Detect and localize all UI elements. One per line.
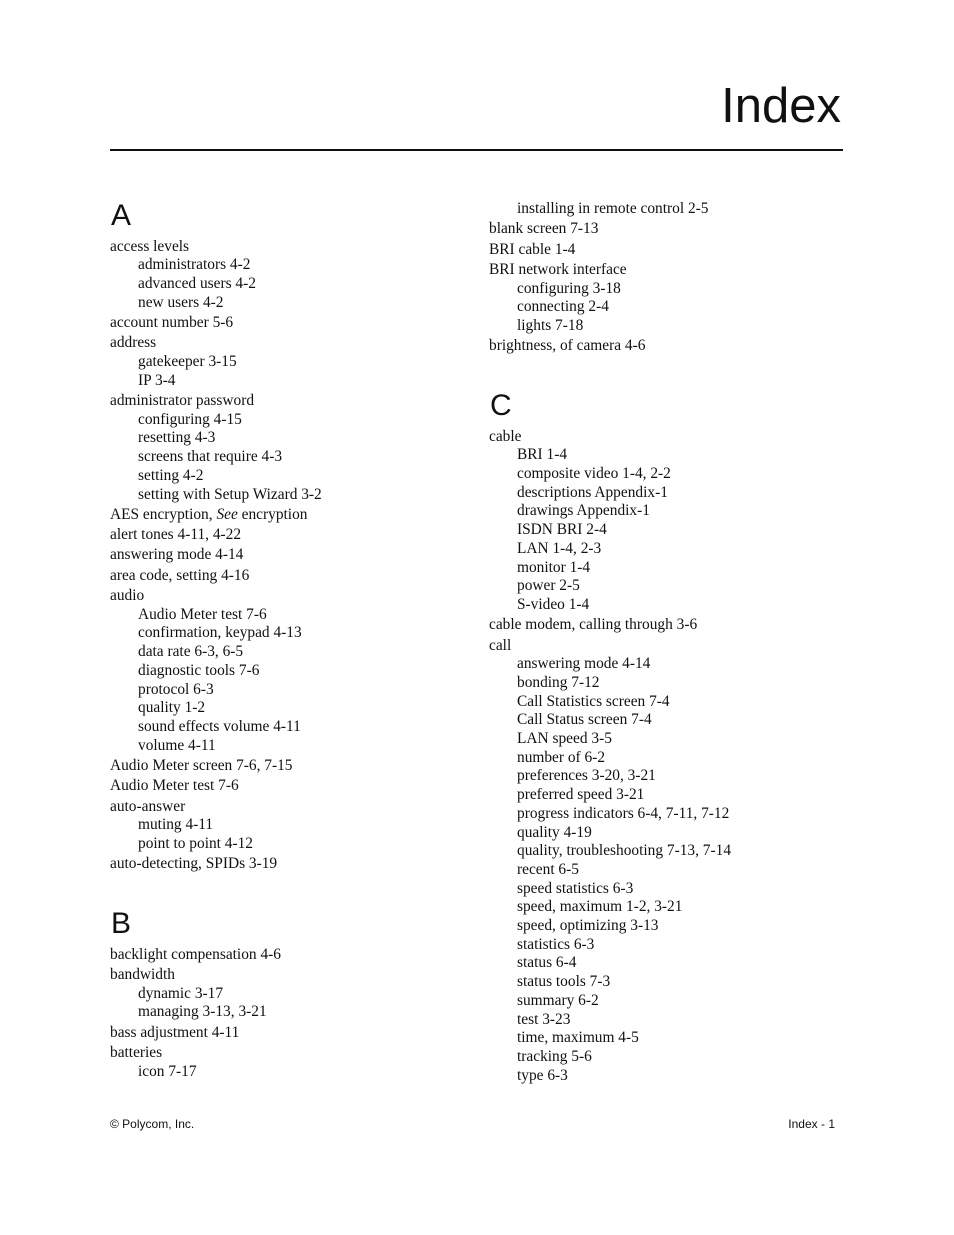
index-subentry: answering mode 4-14: [517, 655, 651, 673]
index-subentry: power 2-5: [517, 577, 580, 595]
index-subentry: configuring 3-18: [517, 279, 621, 297]
index-subentry: status 6-4: [517, 954, 577, 972]
index-subentry: IP 3-4: [138, 371, 176, 389]
index-subentry: status tools 7-3: [517, 973, 611, 991]
index-subentry: confirmation, keypad 4-13: [138, 624, 302, 642]
index-entry: blank screen 7-13: [489, 220, 599, 238]
index-subentry: advanced users 4-2: [138, 275, 256, 292]
index-subentry: setting with Setup Wizard 3-2: [138, 485, 322, 503]
index-entry: alert tones 4-11, 4-22: [110, 526, 242, 544]
index-entry: cable: [489, 427, 522, 445]
index-subentry: quality 1-2: [138, 699, 206, 717]
index-subentry: installing in remote control 2-5: [517, 200, 709, 217]
index-subentry: descriptions Appendix-1: [517, 483, 668, 501]
index-subentry: gatekeeper 3-15: [138, 353, 237, 370]
index-subentry: screens that require 4-3: [138, 448, 283, 466]
index-subentry: speed, maximum 1-2, 3-21: [517, 898, 683, 916]
index-subentry: number of 6-2: [517, 748, 606, 766]
index-subentry: point to point 4-12: [138, 834, 254, 852]
index-entry: call: [489, 636, 512, 654]
section-letter: B: [111, 906, 132, 940]
index-entry: BRI network interface: [489, 260, 627, 278]
index-entry: brightness, of camera 4-6: [489, 337, 646, 355]
index-entry: Audio Meter test 7-6: [110, 777, 239, 795]
index-entry: bandwidth: [110, 965, 175, 983]
entry-target: encryption: [237, 505, 308, 523]
index-subentry: test 3-23: [517, 1010, 571, 1028]
index-subentry: quality, troubleshooting 7-13, 7-14: [517, 842, 732, 860]
index-entry: batteries: [110, 1043, 163, 1061]
index-subentry: resetting 4-3: [138, 429, 216, 447]
index-subentry: summary 6-2: [517, 991, 599, 1009]
index-subentry: dynamic 3-17: [138, 984, 224, 1002]
index-subentry: new users 4-2: [138, 293, 224, 311]
index-subentry: data rate 6-3, 6-5: [138, 643, 244, 661]
index-subentry: Call Status screen 7-4: [517, 711, 652, 729]
index-subentry: ISDN BRI 2-4: [517, 521, 607, 539]
index-subentry: monitor 1-4: [517, 558, 591, 576]
footer-copyright: © Polycom, Inc.: [110, 1117, 195, 1131]
index-subentry: speed, optimizing 3-13: [517, 917, 659, 935]
index-subentry: lights 7-18: [517, 317, 584, 334]
index-subentry: diagnostic tools 7-6: [138, 661, 260, 679]
index-subentry: preferred speed 3-21: [517, 786, 645, 804]
index-subentry: progress indicators 6-4, 7-11, 7-12: [517, 804, 730, 822]
index-column-right: [489, 200, 731, 1085]
section-letter: C: [490, 389, 512, 422]
index-entry: audio: [110, 587, 145, 604]
index-subentry: type 6-3: [517, 1066, 568, 1084]
index-entry: BRI cable 1-4: [489, 240, 576, 258]
index-subentry: configuring 4-15: [138, 410, 242, 428]
index-subentry: setting 4-2: [138, 466, 204, 484]
index-entry: administrator password: [110, 392, 255, 409]
index-subentry: composite video 1-4, 2-2: [517, 465, 671, 482]
index-entry: bass adjustment 4-11: [110, 1023, 240, 1041]
index-entry: auto-answer: [110, 797, 186, 815]
index-entry: access levels: [110, 237, 190, 255]
index-subentry: recent 6-5: [517, 860, 579, 878]
index-subentry: Audio Meter test 7-6: [138, 605, 267, 623]
index-subentry: sound effects volume 4-11: [138, 717, 301, 735]
index-entry: account number 5-6: [110, 314, 234, 331]
title-rule: [110, 149, 843, 151]
index-subentry: bonding 7-12: [517, 673, 600, 691]
index-subentry: muting 4-11: [138, 816, 214, 834]
index-entry: area code, setting 4-16: [110, 566, 250, 584]
index-subentry: time, maximum 4-5: [517, 1029, 639, 1047]
index-subentry: volume 4-11: [138, 736, 216, 754]
index-subentry: LAN speed 3-5: [517, 730, 612, 748]
index-subentry: tracking 5-6: [517, 1047, 592, 1065]
index-entry: backlight compensation 4-6: [110, 945, 281, 963]
index-column-left: [110, 198, 322, 1081]
section-letter: A: [111, 199, 132, 232]
index-subentry: BRI 1-4: [517, 446, 568, 464]
index-subentry: speed statistics 6-3: [517, 879, 634, 897]
index-subentry: LAN 1-4, 2-3: [517, 539, 602, 557]
page-title: Index: [721, 79, 841, 133]
index-subentry: preferences 3-20, 3-21: [517, 767, 656, 785]
index-subentry: protocol 6-3: [138, 680, 214, 698]
index-subentry: quality 4-19: [517, 823, 592, 841]
index-subentry: administrators 4-2: [138, 256, 251, 274]
index-subentry: S-video 1-4: [517, 595, 590, 613]
entry-text: AES encryption,: [110, 505, 217, 523]
index-subentry: drawings Appendix-1: [517, 502, 650, 520]
index-subentry: managing 3-13, 3-21: [138, 1003, 267, 1021]
index-subentry: Call Statistics screen 7-4: [517, 692, 670, 710]
index-subentry: icon 7-17: [138, 1062, 197, 1080]
index-entry: [110, 506, 322, 525]
index-entry: answering mode 4-14: [110, 546, 244, 564]
index-entry: auto-detecting, SPIDs 3-19: [110, 855, 278, 873]
see-reference: See: [216, 505, 238, 523]
index-entry: cable modem, calling through 3-6: [489, 616, 698, 634]
index-entry: Audio Meter screen 7-6, 7-15: [110, 756, 293, 774]
footer-page-number: Index - 1: [788, 1117, 835, 1131]
index-subentry: connecting 2-4: [517, 298, 609, 316]
index-entry: address: [110, 334, 157, 352]
index-subentry: statistics 6-3: [517, 935, 595, 953]
